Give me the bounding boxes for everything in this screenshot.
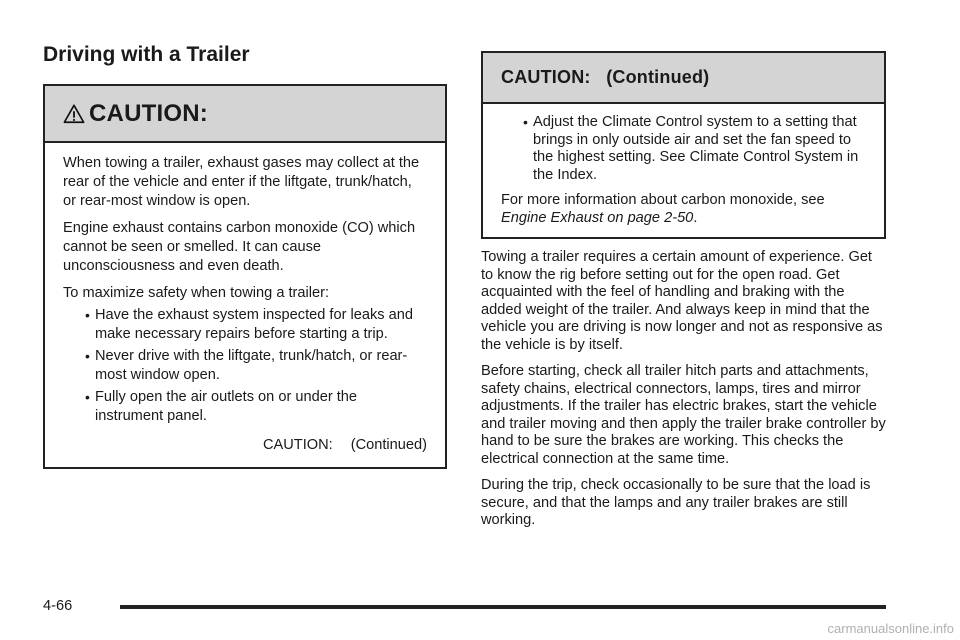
list-item (523, 114, 866, 184)
bullet-icon: • (85, 348, 90, 365)
caution-paragraph: To maximize safety when towing a trailer: (63, 285, 330, 302)
bullet-icon: • (85, 307, 90, 324)
caution-continued-body (483, 104, 884, 237)
right-column (481, 51, 886, 539)
caution-continued-header (483, 53, 884, 104)
list-item-text: Never drive with the liftgate, trunk/hatch, or rear-most window open. (95, 348, 408, 384)
caution-bullet-list (63, 306, 427, 426)
caution-continued-heading: CAUTION: (Continued) (501, 67, 710, 87)
page-number: 4-66 (43, 598, 73, 614)
body-paragraph: During the trip, check occasionally to be sure that the load is secure, and that the lamps and any trailer brakes are still working. (481, 477, 871, 528)
bullet-icon: • (85, 389, 90, 406)
section-title: Driving with a Trailer (43, 43, 250, 66)
list-item (85, 347, 427, 385)
body-text (481, 249, 886, 530)
list-item-text: Adjust the Climate Control system to a setting that brings in only outside air and set the fan speed to the highest setting. See Climate Control System in the Index. (533, 114, 859, 183)
list-item (85, 388, 427, 426)
footer-rule (120, 605, 886, 609)
caution-continued-box (481, 51, 886, 239)
more-info-text: For more information about carbon monoxide, see (501, 192, 825, 208)
list-item-text: Fully open the air outlets on or under the instrument panel. (95, 389, 358, 425)
watermark: carmanualsonline.info (827, 621, 954, 636)
warning-triangle-icon (63, 103, 85, 125)
continued-value: (Continued) (350, 437, 427, 454)
caution-body (45, 143, 445, 467)
more-info: For more information about carbon monoxide, see Engine Exhaust on page 2-50. (501, 192, 825, 226)
body-paragraph: Before starting, check all trailer hitch parts and attachments, safety chains, electrical connectors, lamps, tires and mirror adjustments. If the trailer has electric brakes, start the vehicle and trailer moving and then apply the trailer brake controller by hand to be sure the brakes are working. This checks the electrical connection at the same time. (481, 363, 886, 467)
caution-header (45, 86, 445, 143)
body-paragraph: Towing a trailer requires a certain amount of experience. Get to know the rig before setting out for the open road. Get acquainted with the feel of handling and braking with the added weight of the trailer. And always keep in mind that the vehicle you are driving is now longer and not as responsive as the vehicle is by itself. (481, 249, 883, 353)
caution-box (43, 84, 447, 469)
left-column (43, 42, 447, 469)
caution-paragraph: When towing a trailer, exhaust gases may collect at the rear of the vehicle and enter if the liftgate, trunk/hatch, or rear-most window is open. (63, 155, 420, 210)
continued-note (63, 436, 427, 455)
caution-bullet-list (501, 114, 866, 184)
caution-heading: CAUTION: (89, 99, 208, 127)
list-item-text: Have the exhaust system inspected for leaks and make necessary repairs before starting a trip. (95, 307, 413, 343)
continued-label: CAUTION: (263, 437, 333, 454)
more-info-reference: Engine Exhaust on page 2-50 (501, 209, 694, 226)
caution-paragraph: Engine exhaust contains carbon monoxide (CO) which cannot be seen or smelled. It can cause unconsciousness and even death. (63, 220, 416, 275)
list-item (85, 306, 427, 344)
bullet-icon: • (523, 114, 528, 130)
